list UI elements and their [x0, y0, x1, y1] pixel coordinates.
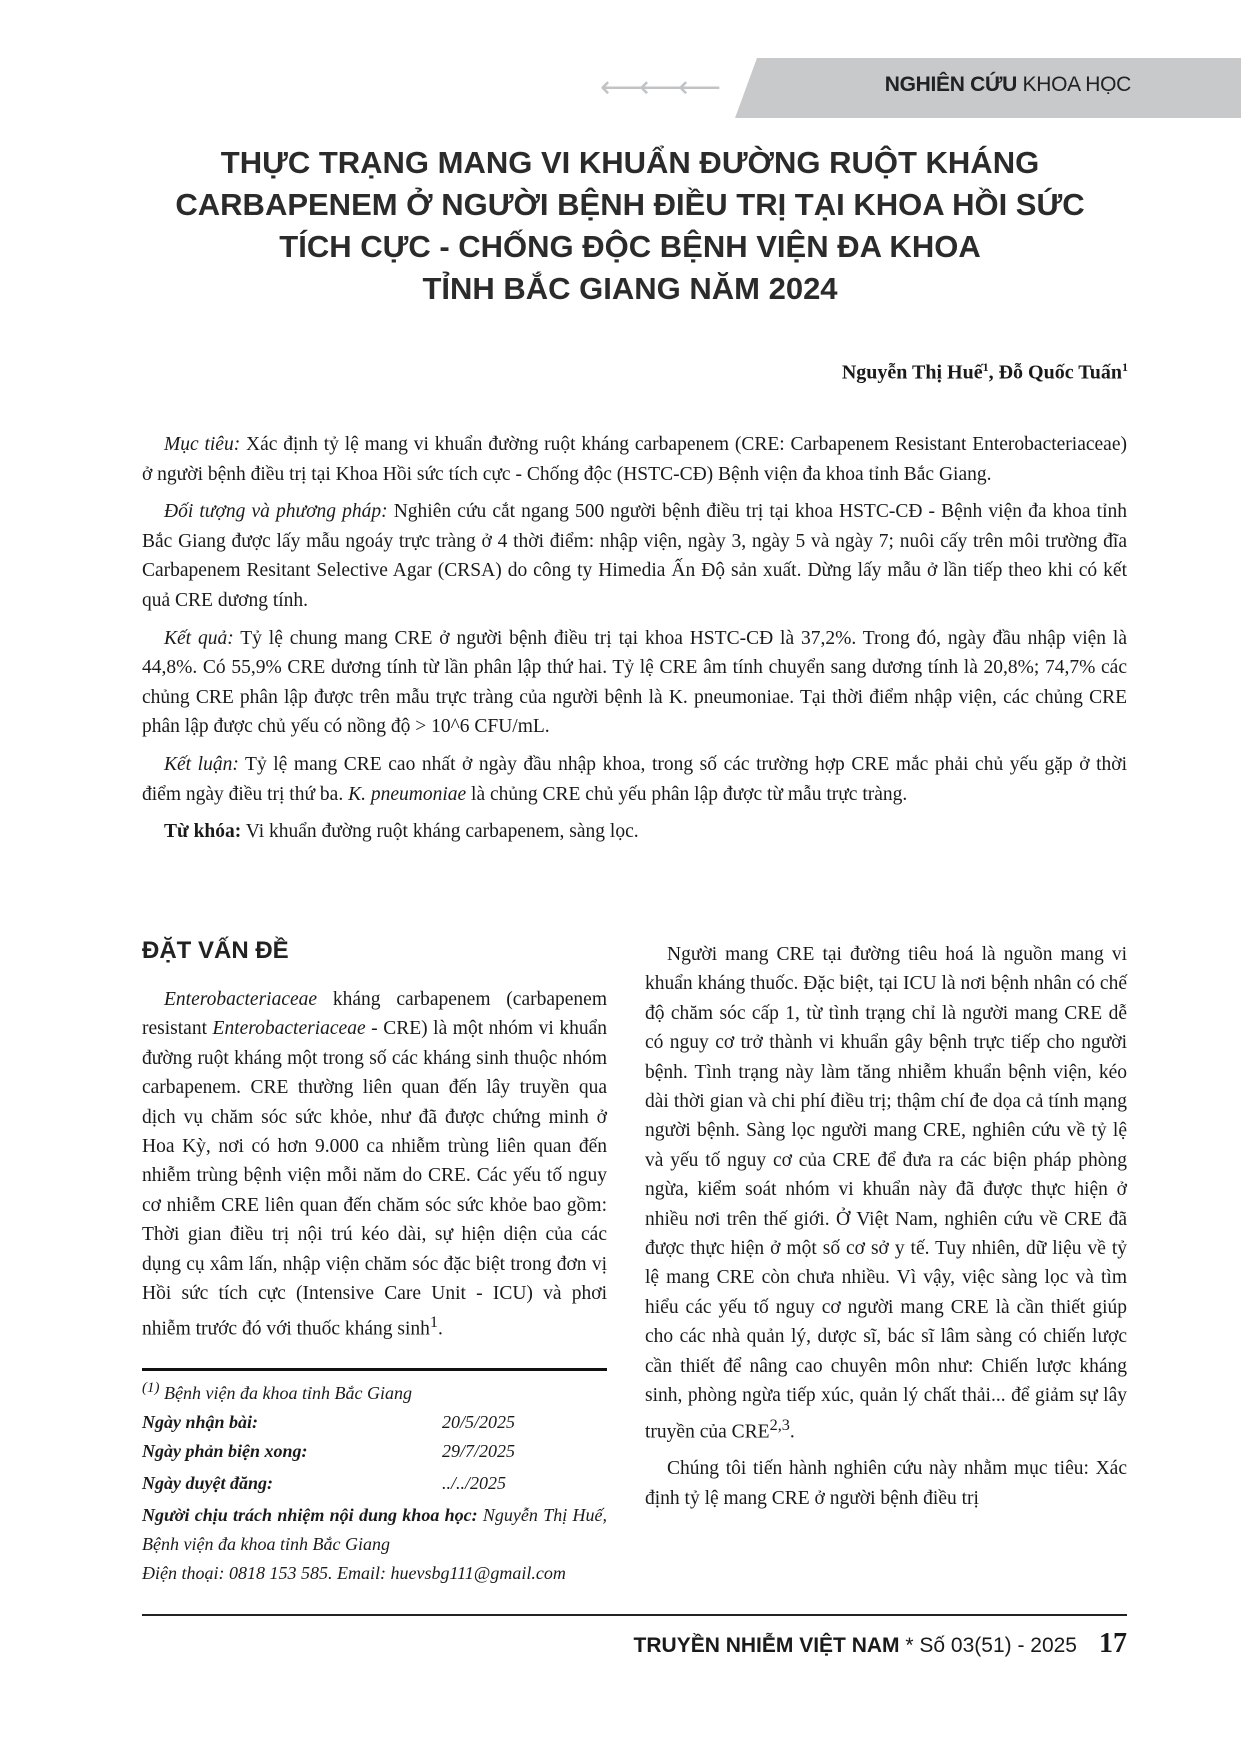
- paragraph: Chúng tôi tiến hành nghiên cứu này nhằm mục tiêu: Xác định tỷ lệ mang CRE ở người bệnh điều trị: [645, 1458, 1127, 1509]
- text: Xác định tỷ lệ mang vi khuẩn đường ruột kháng carbapenem (CRE: Carbapenem Resistant Enterobacteriaceae) ở người bệnh điều trị tại Khoa Hồi sức tích cực - Chống độc (HSTC-CĐ) Bệnh viện đa khoa tỉnh Bắc Giang.: [142, 434, 1127, 485]
- section-label-rest: KHOA HỌC: [1017, 73, 1131, 96]
- label: Ngày nhận bài:: [142, 1412, 259, 1432]
- text: Tỷ lệ chung mang CRE ở người bệnh điều trị tại khoa HSTC-CĐ là 37,2%. Trong đó, ngày đầu nhập viện là 44,8%. Có 55,9% CRE dương tính từ lần phân lập thứ hai. Tỷ lệ CRE âm tính chuyển sang dương tính là 20,8%; 74,7% các chủng CRE phân lập được trên mẫu trực tràng của người bệnh là K. pneumoniae. Tại thời điểm nhập viện, các chủng CRE phân lập được chủ yếu có nồng độ > 10^6 CFU/mL.: [142, 627, 1127, 738]
- mark: (1): [142, 1380, 160, 1396]
- title-line: CARBAPENEM Ở NGƯỜI BỆNH ĐIỀU TRỊ TẠI KHOA HỒI SỨC: [175, 187, 1085, 222]
- reviewed-row: [142, 1437, 607, 1466]
- label: Kết luận:: [164, 753, 239, 775]
- footer-divider: [142, 1614, 1127, 1616]
- article-title: [130, 142, 1130, 310]
- label: Mục tiêu:: [164, 434, 241, 455]
- value: Nguyễn Thị Huế, Bệnh viện đa khoa tỉnh Bắc Giang: [142, 1505, 608, 1554]
- authors: [842, 360, 1128, 385]
- footnote: [142, 1374, 607, 1588]
- text: - CRE) là một nhóm vi khuẩn đường ruột kháng một trong số các kháng sinh thuộc nhóm carbapenem. CRE thường liên quan đến lây truyền qua dịch vụ chăm sóc sức khỏe, như đã được chứng minh ở Hoa Kỳ, nơi có hơn 9.000 ca nhiễm trùng liên quan đến nhiễm trùng bệnh viện mỗi năm do CRE. Các yếu tố nguy cơ nhiễm CRE liên quan đến chăm sóc sức khỏe bao gồm: Thời gian điều trị nội trú kéo dài, sự hiện diện của các dụng cụ xâm lấn, nhập viện chăm sóc đặc biệt trong đơn vị Hồi sức tích cực (Intensive Care Unit - ICU) và phơi nhiễm trước đó với thuốc kháng sinh: [142, 1018, 608, 1340]
- title-line: TÍCH CỰC - CHỐNG ĐỘC BỆNH VIỆN ĐA KHOA: [279, 229, 981, 264]
- value: 20/5/2025: [442, 1412, 516, 1432]
- contact: Điện thoại: 0818 153 585. Email: huevsbg111@gmail.com: [142, 1563, 566, 1583]
- responsible-person: [142, 1501, 607, 1559]
- author-separator: ,: [988, 361, 999, 384]
- text: Tỷ lệ mang CRE cao nhất ở ngày đầu nhập khoa, trong số các trường hợp CRE mắc phải chủ yếu gặp ở thời điểm ngày điều trị thứ ba.: [142, 753, 1127, 805]
- accepted-row: [142, 1469, 607, 1498]
- term: Enterobacteriaceae: [212, 1018, 366, 1040]
- issue: * Số 03(51) - 2025: [899, 1634, 1077, 1657]
- text: Người mang CRE tại đường tiêu hoá là nguồn mang vi khuẩn kháng thuốc. Đặc biệt, tại ICU là nơi bệnh nhân có chế độ chăm sóc cấp 1, từ tình trạng chỉ là người mang CRE dễ có nguy cơ trở thành vi khuẩn gây bệnh trực tiếp cho người bệnh. Tình trạng này làm tăng nhiễm khuẩn bệnh viện, kéo dài thời gian và chi phí điều trị; thậm chí đe dọa cả tính mạng người bệnh. Sàng lọc người mang CRE, nghiên cứu về tỷ lệ và yếu tố nguy cơ của CRE để đưa ra các biện pháp phòng ngừa, kiểm soát nhóm vi khuẩn này đã được thực hiện ở nhiều nơi trên thế giới. Ở Việt Nam, nghiên cứu về CRE đã được thực hiện ở một số cơ sở y tế. Tuy nhiên, dữ liệu về tỷ lệ mang CRE còn chưa nhiều. Vì vậy, việc sàng lọc và tìm hiểu các yếu tố nguy cơ người mang CRE là cần thiết giúp cho các nhà quản lý, dược sĩ, bác sĩ lâm sàng có chiến lược cần thiết để nâng cao chuyên môn như: Chiến lược kháng sinh, phòng ngừa tiếp xúc, quản lý chất thải... để giảm sự lây truyền của CRE: [645, 944, 1127, 1442]
- text: Bệnh viện đa khoa tỉnh Bắc Giang: [159, 1383, 412, 1403]
- author: Đỗ Quốc Tuấn: [998, 361, 1122, 384]
- value: ../../2025: [442, 1473, 507, 1493]
- section-label-bold: NGHIÊN CỨU: [884, 73, 1017, 96]
- value: 29/7/2025: [442, 1441, 516, 1461]
- abstract-conclusion: [142, 750, 1127, 809]
- label: Kết quả:: [164, 627, 234, 649]
- keywords: [142, 817, 1127, 847]
- paragraph: Người mang CRE tại đường tiêu hoá là nguồn mang vi khuẩn kháng thuốc. Đặc biệt, tại ICU là nơi bệnh nhân có chế độ chăm sóc cấp 1, từ tình trạng chỉ là người mang CRE dễ có nguy cơ trở thành vi khuẩn gây bệnh trực tiếp cho người bệnh. Tình trạng này làm tăng nhiễm khuẩn bệnh viện, kéo dài thời gian và chi phí điều trị; thậm chí đe dọa cả tính mạng người bệnh. Sàng lọc người mang CRE, nghiên cứu về tỷ lệ và yếu tố nguy cơ của CRE để đưa ra các biện pháp phòng ngừa, kiểm soát nhóm vi khuẩn này đã được thực hiện ở nhiều nơi trên thế giới. Ở Việt Nam, nghiên cứu về CRE đã được thực hiện ở một số cơ sở y tế. Tuy nhiên, dữ liệu về tỷ lệ mang CRE còn chưa nhiều. Vì vậy, việc sàng lọc và tìm hiểu các yếu tố nguy cơ người mang CRE là cần thiết giúp cho các nhà quản lý, dược sĩ, bác sĩ lâm sàng có chiến lược cần thiết để nâng cao chuyên môn như: Chiến lược kháng sinh, phòng ngừa tiếp xúc, quản lý chất thải... để giảm sự lây truyền của CRE$^{2,3}$.: [645, 944, 1127, 1442]
- footer: [634, 1628, 1127, 1660]
- reference: 1: [429, 1313, 439, 1332]
- author-affiliation-mark: 1: [982, 360, 989, 374]
- label: Người chịu trách nhiệm nội dung khoa học:: [142, 1505, 478, 1525]
- title-line: TỈNH BẮC GIANG NĂM 2024: [422, 271, 838, 306]
- term: Enterobacteriaceae: [164, 989, 318, 1010]
- author: Nguyễn Thị Huế: [841, 361, 983, 384]
- label: Ngày duyệt đăng:: [142, 1473, 273, 1493]
- paragraph: Enterobacteriaceae kháng carbapenem (carbapenem resistant Enterobacteriaceae - CRE) là một nhóm vi khuẩn đường ruột kháng một trong số các kháng sinh thuộc nhóm carbapenem. CRE thường liên quan đến lây truyền qua dịch vụ chăm sóc sức khỏe, như đã được chứng minh ở Hoa Kỳ, nơi có hơn 9.000 ca nhiễm trùng liên quan đến nhiễm trùng bệnh viện mỗi năm do CRE. Các yếu tố nguy cơ nhiễm CRE liên quan đến chăm sóc sức khỏe bao gồm: Thời gian điều trị nội trú kéo dài, sự hiện diện của các dụng cụ xâm lấn, nhập viện chăm sóc đặc biệt trong đơn vị Hồi sức tích cực (Intensive Care Unit - ICU) và phơi nhiễm trước đó với thuốc kháng $\sinh^1$.: [142, 989, 608, 1340]
- reference: 2,3: [769, 1415, 790, 1434]
- label: Đối tượng và phương pháp:: [164, 501, 388, 523]
- abstract-results: [142, 624, 1127, 742]
- left-column: [142, 985, 607, 1352]
- author-affiliation-mark: 1: [1122, 360, 1128, 374]
- section-label: [885, 73, 1131, 97]
- title-line: THỰC TRẠNG MANG VI KHUẨN ĐƯỜNG RUỘT KHÁNG: [220, 145, 1040, 180]
- text: là chủng CRE chủ yếu phân lập được từ mẫu trực tràng.: [466, 783, 908, 805]
- section-heading: ĐẶT VẤN ĐỀ: [142, 937, 289, 964]
- footnote-divider: [142, 1368, 607, 1371]
- arrows-icon: ⟵⟵⟵: [600, 70, 718, 105]
- page-number: 17: [1099, 1628, 1127, 1659]
- label: Ngày phản biện xong:: [142, 1441, 308, 1461]
- right-column: [645, 940, 1127, 1521]
- species: K. pneumoniae: [348, 783, 467, 805]
- abstract: [142, 430, 1127, 855]
- text: Vi khuẩn đường ruột kháng carbapenem, sàng lọc.: [241, 821, 639, 843]
- journal-name: TRUYỀN NHIỄM VIỆT NAM: [633, 1634, 900, 1657]
- received-row: [142, 1408, 607, 1437]
- abstract-objective: [142, 430, 1127, 489]
- affiliation: [142, 1374, 607, 1408]
- text: kháng carbapenem (carbapenem resistant: [142, 989, 607, 1040]
- label: Từ khóa:: [164, 821, 242, 843]
- abstract-methods: [142, 497, 1127, 615]
- text: Nghiên cứu cắt ngang 500 người bệnh điều trị tại khoa HSTC-CĐ - Bệnh viện đa khoa tỉnh Bắc Giang được lấy mẫu ngoáy trực tràng ở 4 thời điểm: nhập viện, ngày 3, ngày 5 và ngày 7; nuôi cấy trên môi trường đĩa Carbapenem Resitant Selective Agar (CRSA) do công ty Himedia Ấn Độ sản xuất. Dừng lấy mẫu ở lần tiếp theo khi có kết quả CRE dương tính.: [142, 501, 1127, 611]
